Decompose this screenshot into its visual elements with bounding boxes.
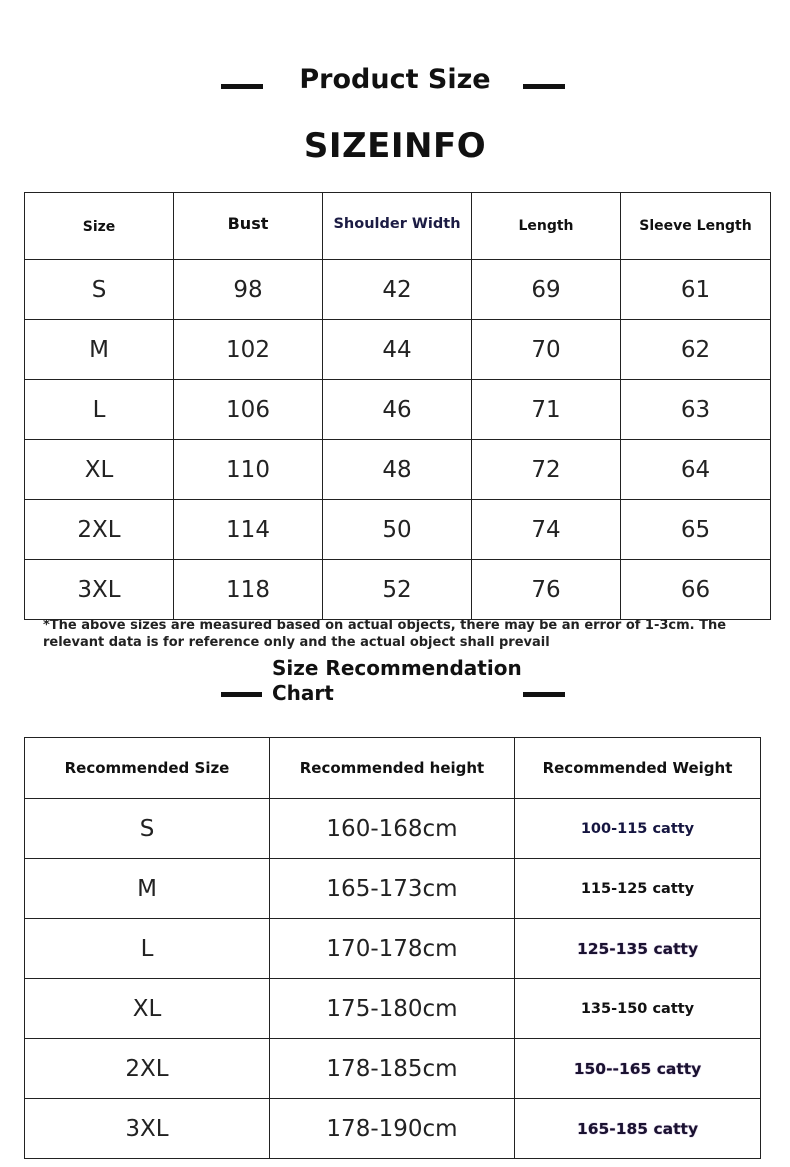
table-cell: 62 [621, 320, 771, 380]
table-cell: 48 [323, 440, 472, 500]
table-row [25, 1039, 761, 1099]
table-cell: M [25, 859, 270, 919]
table-cell: XL [25, 440, 174, 500]
table-cell: 178-190cm [270, 1099, 515, 1159]
column-header-recommended-size: Recommended Size [25, 738, 270, 799]
table-cell: 165-185 catty [515, 1099, 761, 1159]
table-row [25, 979, 761, 1039]
table-cell: 63 [621, 380, 771, 440]
table-cell: 70 [472, 320, 621, 380]
table-cell: 71 [472, 380, 621, 440]
table-row [25, 260, 771, 320]
table-row [25, 320, 771, 380]
table-cell: 125-135 catty [515, 919, 761, 979]
recommendation-title [272, 656, 522, 706]
measurement-note [43, 617, 743, 651]
title-right-dash [523, 84, 565, 89]
table-cell: XL [25, 979, 270, 1039]
column-header-length: Length [472, 193, 621, 260]
page-title: Product Size [299, 64, 491, 95]
table-cell: 114 [174, 500, 323, 560]
table-row [25, 500, 771, 560]
table-cell: 61 [621, 260, 771, 320]
table-cell: 50 [323, 500, 472, 560]
table-cell: 72 [472, 440, 621, 500]
column-header-recommended-weight: Recommended Weight [515, 738, 761, 799]
table-row [25, 440, 771, 500]
table-cell: 100-115 catty [515, 799, 761, 859]
recommendation-left-dash [221, 692, 262, 697]
table-row [25, 560, 771, 620]
table-cell: L [25, 919, 270, 979]
recommendation-title-line-1: Size Recommendation [272, 656, 522, 680]
table-cell: 98 [174, 260, 323, 320]
page-subtitle: SIZEINFO [303, 126, 487, 166]
table-cell: 165-173cm [270, 859, 515, 919]
table-cell: 2XL [25, 500, 174, 560]
table-cell: 52 [323, 560, 472, 620]
table-cell: 69 [472, 260, 621, 320]
table-cell: 42 [323, 260, 472, 320]
table-cell: 106 [174, 380, 323, 440]
table-cell: 3XL [25, 1099, 270, 1159]
table-cell: 102 [174, 320, 323, 380]
column-header-size: Size [25, 193, 174, 260]
table-row [25, 380, 771, 440]
table-cell: 170-178cm [270, 919, 515, 979]
measurement-note-line-1: *The above sizes are measured based on actual objects, there may be an error of 1-3cm. The [43, 618, 727, 633]
table-cell: 2XL [25, 1039, 270, 1099]
recommendation-title-line-2: Chart [272, 681, 334, 705]
table-row [25, 1099, 761, 1159]
size-table [24, 192, 771, 620]
table-cell: 135-150 catty [515, 979, 761, 1039]
table-cell: S [25, 799, 270, 859]
table-cell: 178-185cm [270, 1039, 515, 1099]
table-row [25, 859, 761, 919]
table-cell: 175-180cm [270, 979, 515, 1039]
column-header-sleeve-length: Sleeve Length [621, 193, 771, 260]
measurement-note-line-2: relevant data is for reference only and the actual object shall prevail [43, 635, 550, 650]
recommendation-table [24, 737, 761, 1159]
table-cell: 160-168cm [270, 799, 515, 859]
table-cell: 115-125 catty [515, 859, 761, 919]
table-row [25, 799, 761, 859]
table-cell: 118 [174, 560, 323, 620]
table-cell: 65 [621, 500, 771, 560]
table-cell: 110 [174, 440, 323, 500]
table-cell: 74 [472, 500, 621, 560]
table-cell: 64 [621, 440, 771, 500]
recommendation-header-row [25, 738, 761, 799]
table-cell: 150--165 catty [515, 1039, 761, 1099]
size-table-header-row [25, 193, 771, 260]
table-cell: 44 [323, 320, 472, 380]
column-header-recommended-height: Recommended height [270, 738, 515, 799]
table-row [25, 919, 761, 979]
column-header-shoulder-width: Shoulder Width [323, 193, 472, 260]
recommendation-right-dash [523, 692, 565, 697]
table-cell: 66 [621, 560, 771, 620]
table-cell: M [25, 320, 174, 380]
table-cell: 3XL [25, 560, 174, 620]
table-cell: 76 [472, 560, 621, 620]
column-header-bust: Bust [174, 193, 323, 260]
table-cell: L [25, 380, 174, 440]
table-cell: S [25, 260, 174, 320]
table-cell: 46 [323, 380, 472, 440]
